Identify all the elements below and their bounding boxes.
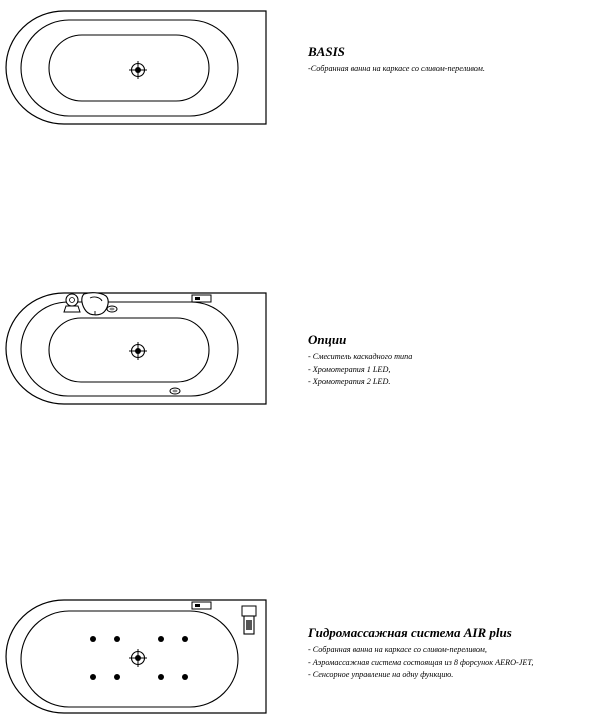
bathtub-outline-air-plus bbox=[0, 599, 270, 715]
aero-jet bbox=[158, 674, 164, 680]
block-line: - Сенсорное управление на одну функцию. bbox=[308, 670, 454, 679]
block-options-text bbox=[308, 333, 412, 389]
blower-unit-icon bbox=[242, 606, 256, 634]
block-air-plus-text bbox=[308, 626, 533, 682]
bath-drawing-air-plus bbox=[0, 599, 270, 715]
block-title: BASIS bbox=[308, 44, 345, 59]
mixer-icon bbox=[82, 293, 108, 315]
block-line: - Хромотерапия 2 LED. bbox=[308, 377, 391, 386]
drain-icon bbox=[129, 61, 147, 79]
block-title: Опции bbox=[308, 332, 347, 347]
bathtub-outline-options bbox=[0, 292, 270, 406]
bathtub-outline-basis bbox=[0, 10, 270, 126]
chromotherapy-panel-icon bbox=[192, 295, 211, 302]
aero-jet bbox=[114, 674, 120, 680]
bath-drawing-basis bbox=[0, 10, 270, 126]
block-basis-text bbox=[308, 45, 485, 76]
block-line: - Смеситель каскадного типа bbox=[308, 352, 413, 361]
led-light-bottom-icon bbox=[170, 388, 180, 394]
drain-icon bbox=[129, 342, 147, 360]
aero-jet bbox=[90, 674, 96, 680]
block-line: - Хромотерапия 1 LED, bbox=[308, 364, 391, 374]
block-line: - Собранная ванна на каркасе со сливом-переливом, bbox=[308, 645, 487, 654]
block-line: -Собранная ванна на каркасе со сливом-переливом. bbox=[308, 64, 485, 73]
aero-jet bbox=[182, 636, 188, 642]
aero-jet bbox=[114, 636, 120, 642]
aero-jet bbox=[158, 636, 164, 642]
control-panel-icon bbox=[192, 602, 211, 609]
aero-jet bbox=[182, 674, 188, 680]
block-title: Гидромассажная система AIR plus bbox=[308, 625, 512, 640]
bath-drawing-options bbox=[0, 292, 270, 406]
aero-jet bbox=[90, 636, 96, 642]
led-light-icon bbox=[107, 306, 117, 312]
block-line: - Аэромассажная система состоящая из 8 форсунок AERO-JET, bbox=[308, 657, 534, 667]
handle-knob-icon bbox=[64, 294, 80, 312]
drain-icon bbox=[129, 649, 147, 667]
